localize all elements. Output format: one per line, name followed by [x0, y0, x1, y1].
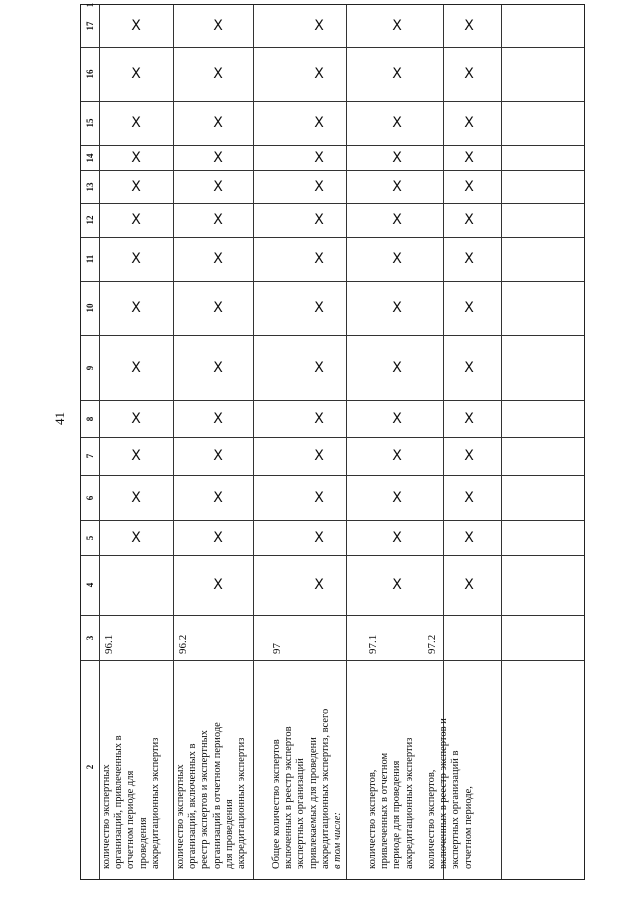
column-header-number: 8	[85, 416, 95, 421]
x-mark: X	[131, 251, 141, 267]
x-mark: X	[392, 577, 402, 593]
label-line: аккредитационных экспертиз	[149, 737, 161, 869]
x-mark: X	[392, 178, 402, 195]
label-line: количество экспертов,	[367, 769, 378, 869]
row-divider	[346, 5, 347, 879]
column-header-number: 6	[85, 495, 95, 500]
x-mark: X	[464, 18, 474, 34]
column-header-number: 4	[85, 582, 95, 588]
column-header-number: 12	[85, 215, 95, 225]
x-mark: X	[464, 410, 474, 427]
column-divider	[81, 437, 584, 438]
x-mark: X	[213, 18, 223, 34]
x-mark: X	[464, 115, 474, 131]
row-divider	[253, 5, 254, 879]
column-header-number: 1	[85, 2, 95, 8]
x-mark: X	[314, 178, 324, 195]
column-divider	[81, 170, 584, 171]
x-mark: X	[213, 149, 223, 166]
x-mark: X	[464, 529, 474, 546]
x-mark: X	[464, 178, 474, 195]
label-line: аккредитационных экспертиз	[236, 737, 248, 869]
label-line: привлекаемых для проведени	[307, 737, 319, 869]
column-header-number: 9	[85, 365, 95, 370]
row-code: 96.1	[103, 634, 115, 654]
x-mark: X	[392, 359, 402, 376]
column-divider	[81, 203, 584, 204]
x-mark: X	[131, 115, 141, 131]
row-divider	[501, 5, 502, 879]
x-mark: X	[131, 178, 141, 195]
column-divider	[81, 400, 584, 401]
column-divider	[81, 475, 584, 476]
label-line: организаций, привлеченных в	[113, 735, 125, 869]
x-mark: X	[314, 149, 324, 166]
x-mark: X	[131, 300, 141, 316]
column-divider	[81, 615, 584, 616]
column-divider	[81, 281, 584, 282]
x-mark: X	[392, 489, 402, 506]
x-mark: X	[213, 577, 223, 593]
label-line: включенных в реестр экспертов	[283, 726, 295, 869]
column-header-number: 7	[85, 453, 95, 459]
column-divider	[81, 660, 584, 661]
report-table	[80, 4, 585, 880]
column-header-number: 17	[85, 21, 95, 31]
x-mark: X	[464, 66, 474, 82]
x-mark: X	[213, 300, 223, 316]
column-header-number: 14	[85, 153, 95, 162]
x-mark: X	[392, 251, 402, 267]
label-line: аккредитационных экспертиз, всего	[319, 708, 331, 869]
x-mark: X	[131, 448, 141, 464]
x-mark: X	[314, 577, 324, 593]
x-mark: X	[131, 149, 141, 166]
row-label	[271, 664, 344, 869]
column-divider	[81, 520, 584, 521]
label-line: привлеченных в отчетном	[379, 752, 391, 869]
x-mark: X	[314, 18, 324, 34]
column-header-number: 15	[85, 118, 95, 128]
row-code: 97	[271, 643, 283, 654]
x-mark: X	[213, 115, 223, 131]
x-mark: X	[314, 115, 324, 131]
label-line: количество экспертов,	[426, 769, 437, 869]
row-label	[175, 664, 248, 869]
label-line: количество экспертных	[175, 764, 186, 869]
x-mark: X	[392, 115, 402, 131]
x-mark: X	[314, 529, 324, 546]
column-header-number: 16	[85, 69, 95, 79]
x-mark: X	[131, 66, 141, 82]
label-line: периоде для проведения	[391, 760, 403, 869]
x-mark: X	[392, 149, 402, 166]
column-divider	[81, 47, 584, 48]
column-header-number: 3	[85, 635, 95, 640]
x-mark: X	[213, 251, 223, 267]
column-header-number: 5	[85, 535, 95, 540]
x-mark: X	[464, 489, 474, 506]
row-label	[101, 664, 162, 869]
column-header-number: 11	[85, 254, 95, 264]
column-divider	[81, 555, 584, 556]
x-mark: X	[464, 149, 474, 166]
label-line: проведения	[137, 817, 149, 869]
column-divider	[81, 237, 584, 238]
x-mark: X	[213, 529, 223, 546]
label-line: аккредитационных экспертиз	[403, 737, 415, 869]
x-mark: X	[213, 178, 223, 195]
x-mark: X	[131, 359, 141, 376]
x-mark: X	[314, 300, 324, 316]
x-mark: X	[464, 448, 474, 464]
row-code: 97.1	[367, 634, 379, 654]
x-mark: X	[314, 410, 324, 427]
column-divider	[81, 101, 584, 102]
label-line: реестр экспертов и экспертных	[199, 730, 211, 869]
x-mark: X	[213, 489, 223, 506]
x-mark: X	[131, 410, 141, 427]
x-mark: X	[213, 448, 223, 464]
x-mark: X	[464, 251, 474, 267]
row-label	[426, 664, 475, 869]
x-mark: X	[392, 66, 402, 82]
column-divider	[81, 145, 584, 146]
x-mark: X	[392, 448, 402, 464]
column-divider	[81, 335, 584, 336]
label-line: экспертных организаций в	[450, 750, 462, 869]
row-code: 97.2	[426, 634, 438, 654]
column-header-number: 2	[85, 764, 95, 769]
label-line: отчетном периоде для	[125, 770, 137, 869]
x-mark: X	[392, 410, 402, 427]
x-mark: X	[392, 529, 402, 546]
label-line: организаций в отчетном периоде	[211, 722, 223, 869]
x-mark: X	[213, 359, 223, 376]
x-mark: X	[314, 359, 324, 376]
x-mark: X	[131, 529, 141, 546]
label-line: количество экспертных	[101, 764, 112, 869]
x-mark: X	[464, 300, 474, 316]
column-header-number: 10	[85, 303, 95, 313]
x-mark: X	[131, 18, 141, 34]
x-mark: X	[392, 300, 402, 316]
page-number: 41	[52, 412, 67, 425]
label-line: в том числе:	[332, 812, 344, 869]
x-mark: X	[131, 489, 141, 506]
x-mark: X	[314, 212, 324, 228]
column-header-number: 13	[85, 182, 95, 191]
x-mark: X	[314, 251, 324, 267]
x-mark: X	[213, 212, 223, 228]
x-mark: X	[464, 359, 474, 376]
x-mark: X	[213, 66, 223, 82]
x-mark: X	[464, 577, 474, 593]
label-line: для проведения	[223, 799, 235, 869]
x-mark: X	[464, 212, 474, 228]
x-mark: X	[131, 212, 141, 228]
row-code: 96.2	[177, 634, 189, 654]
label-line: экспертных организаций	[295, 758, 307, 869]
label-line: организаций, включенных в	[187, 743, 199, 869]
label-line: включенных в реестр экспертов и	[438, 718, 450, 869]
x-mark: X	[314, 448, 324, 464]
label-line: отчетном периоде,	[462, 786, 474, 869]
x-mark: X	[392, 212, 402, 228]
x-mark: X	[314, 66, 324, 82]
x-mark: X	[392, 18, 402, 34]
row-divider	[99, 5, 100, 879]
x-mark: X	[213, 410, 223, 427]
x-mark: X	[314, 489, 324, 506]
label-line: Общее количество экспертов	[271, 739, 282, 869]
row-divider	[173, 5, 174, 879]
row-label	[367, 664, 416, 869]
